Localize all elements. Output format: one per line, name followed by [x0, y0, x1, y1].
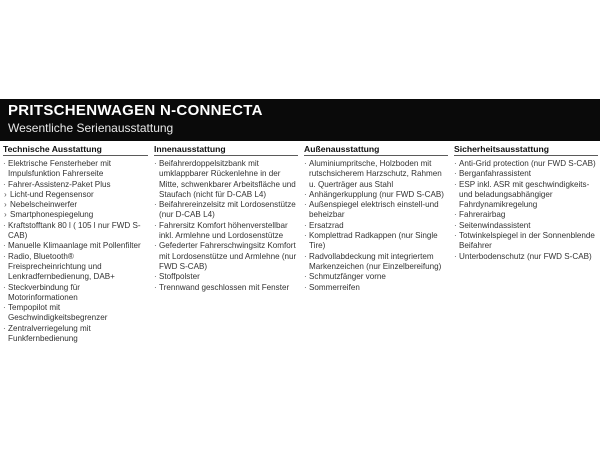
- list-item: · Beifahrereinzelsitz mit Lordosenstütze (nur D-CAB L4): [154, 200, 298, 221]
- list-item: · Beifahrerdoppelsitzbank mit umklappbarer Rückenlehne in der Mitte, schwenkbarer Arbeitsfläche und Staufach (nicht für D-CAB L4): [154, 159, 298, 200]
- list-item: · Stoffpolster: [154, 272, 298, 282]
- list-item: · Steckverbindung für Motorinformationen: [3, 283, 148, 304]
- column-interior: [150, 142, 300, 344]
- column-heading: Außenausstattung: [304, 142, 448, 156]
- list-sub-item: › Licht-und Regensensor: [3, 190, 148, 200]
- list-item: · Zentralverriegelung mit Funkfernbedienung: [3, 324, 148, 345]
- page-title: PRITSCHENWAGEN N-CONNECTA: [8, 102, 263, 119]
- list-item: · Sommerreifen: [304, 283, 448, 293]
- list-item: · Elektrische Fensterheber mit Impulsfunktion Fahrerseite: [3, 159, 148, 180]
- list-sub-item: › Smartphonespiegelung: [3, 210, 148, 220]
- list-item: · Ersatzrad: [304, 221, 448, 231]
- column-exterior: [300, 142, 450, 344]
- list-item: · Außenspiegel elektrisch einstell-und beheizbar: [304, 200, 448, 221]
- list-item: · Radvollabdeckung mit integriertem Markenzeichen (nur Einzelbereifung): [304, 252, 448, 273]
- item-list: [3, 159, 148, 344]
- list-sub-item: › Nebelscheinwerfer: [3, 200, 148, 210]
- column-technical: [0, 142, 150, 344]
- column-heading: Sicherheitsausstattung: [454, 142, 598, 156]
- header-banner: [0, 99, 600, 141]
- page-subtitle: Wesentliche Serienausstattung: [8, 121, 174, 135]
- column-safety: [450, 142, 600, 344]
- list-item: · Tempopilot mit Geschwindigkeitsbegrenzer: [3, 303, 148, 324]
- list-item: · Seitenwindassistent: [454, 221, 598, 231]
- list-item: · Kraftstofftank 80 l ( 105 l nur FWD S-CAB): [3, 221, 148, 242]
- list-item: · Totwinkelspiegel in der Sonnenblende Beifahrer: [454, 231, 598, 252]
- list-item: · Fahrersitz Komfort höhenverstellbar inkl. Armlehne und Lordosenstütze: [154, 221, 298, 242]
- list-item: · Trennwand geschlossen mit Fenster: [154, 283, 298, 293]
- list-item: · ESP inkl. ASR mit geschwindigkeits-und beladungsabhängiger Fahrdynamikregelung: [454, 180, 598, 211]
- list-item: · Radio, Bluetooth® Freisprecheinrichtung und Lenkradfernbedienung, DAB+: [3, 252, 148, 283]
- list-item: · Manuelle Klimaanlage mit Pollenfilter: [3, 241, 148, 251]
- list-item: · Anti-Grid protection (nur FWD S-CAB): [454, 159, 598, 169]
- list-item: · Gefederter Fahrerschwingsitz Komfort mit Lordosenstütze und Armlehne (nur FWD S-CAB): [154, 241, 298, 272]
- equipment-columns: [0, 142, 600, 344]
- column-heading: Technische Ausstattung: [3, 142, 148, 156]
- item-list: [154, 159, 298, 293]
- list-item: · Aluminiumpritsche, Holzboden mit rutschsicherem Harzschutz, Rahmen u. Querträger aus Stahl: [304, 159, 448, 190]
- column-heading: Innenausstattung: [154, 142, 298, 156]
- list-item: · Berganfahrassistent: [454, 169, 598, 179]
- list-item: · Fahrerairbag: [454, 210, 598, 220]
- list-item: · Schmutzfänger vorne: [304, 272, 448, 282]
- item-list: [454, 159, 598, 262]
- list-item: · Unterbodenschutz (nur FWD S-CAB): [454, 252, 598, 262]
- list-item: · Fahrer-Assistenz-Paket Plus: [3, 180, 148, 190]
- list-item: · Anhängerkupplung (nur FWD S-CAB): [304, 190, 448, 200]
- list-item: · Komplettrad Radkappen (nur Single Tire): [304, 231, 448, 252]
- item-list: [304, 159, 448, 293]
